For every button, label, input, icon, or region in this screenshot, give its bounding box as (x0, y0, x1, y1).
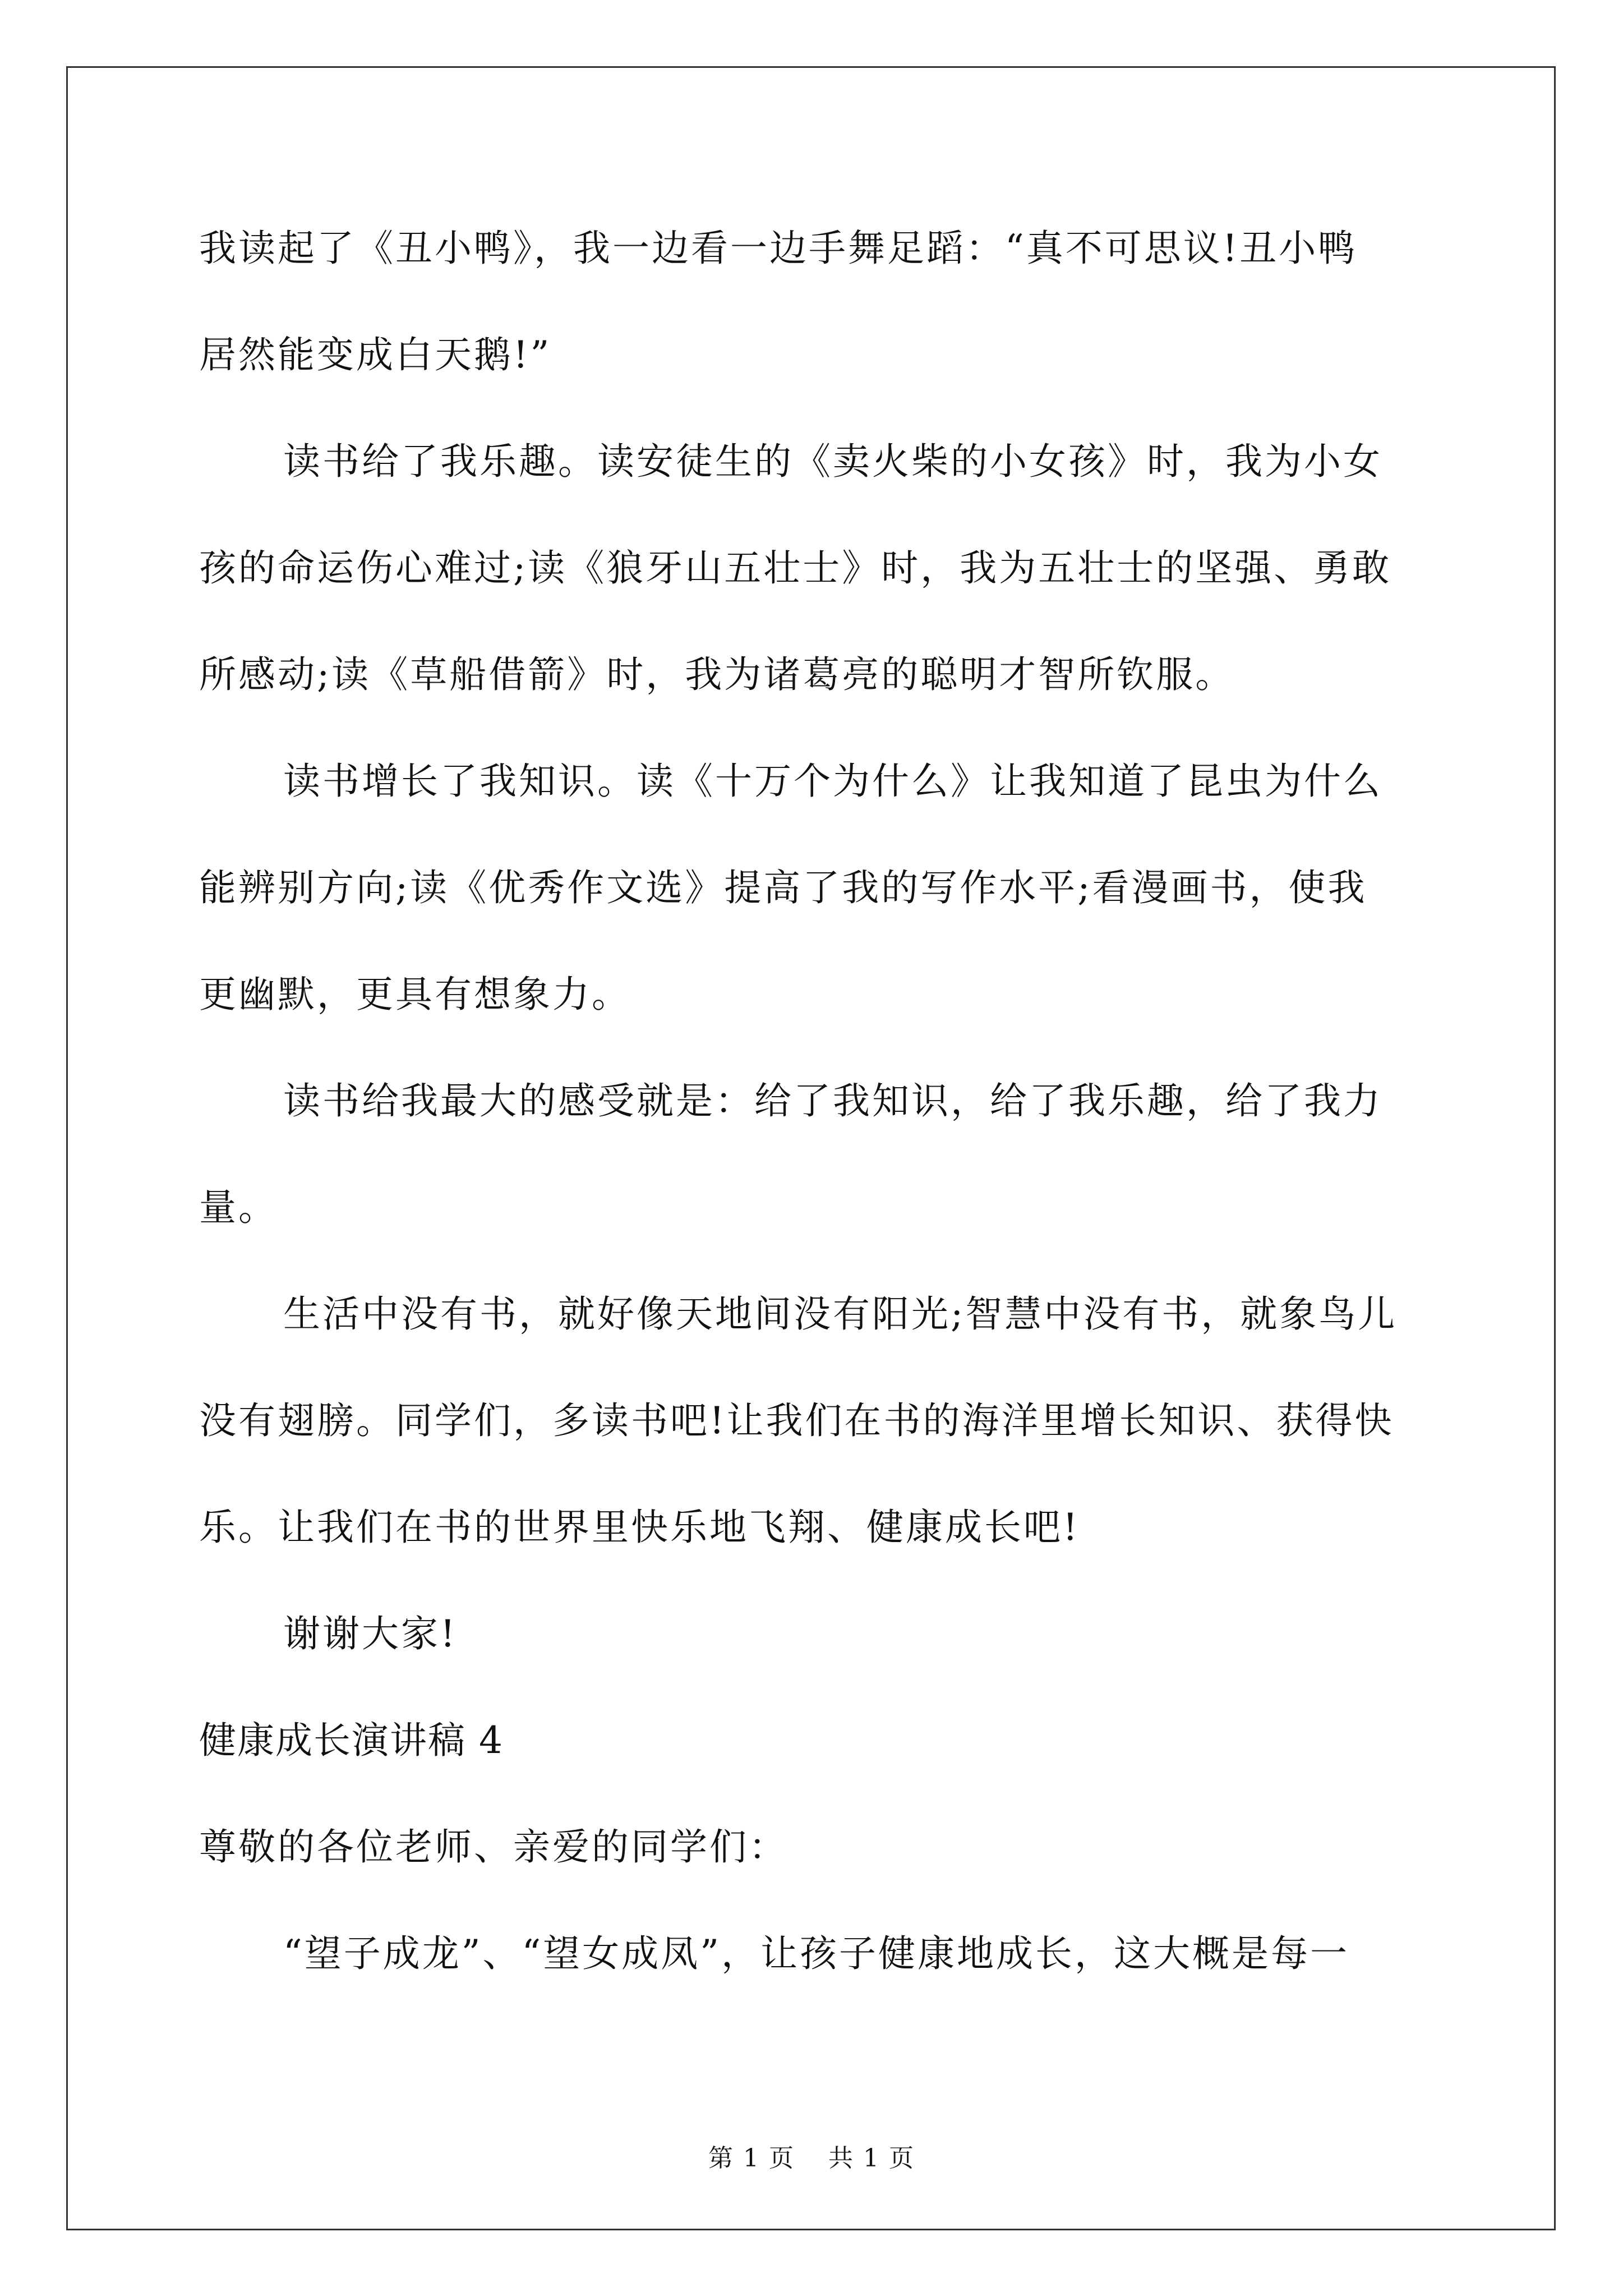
text-line: 更幽默，更具有想象力。 (199, 973, 631, 1016)
paragraph-start-line: 生活中没有书，就好像天地间没有阳光;智慧中没有书，就象鸟儿 (283, 1292, 1398, 1336)
document-body (199, 222, 1433, 2033)
text-line: 没有翅膀。同学们，多读书吧!让我们在书的海洋里增长知识、获得快 (199, 1399, 1394, 1442)
text-line: 所感动;读《草船借箭》时，我为诸葛亮的聪明才智所钦服。 (199, 653, 1235, 696)
paragraph-start-line: 读书给了我乐趣。读安徒生的《卖火柴的小女孩》时，我为小女 (283, 440, 1382, 483)
page-total: 共 1 页 (828, 2144, 915, 2173)
page-number: 第 1 页 (708, 2144, 795, 2173)
paragraph-start-line: 读书增长了我知识。读《十万个为什么》让我知道了昆虫为什么 (283, 760, 1382, 803)
text-line: 我读起了《丑小鸭》，我一边看一边手舞足蹈：“真不可思议!丑小鸭 (199, 227, 1358, 270)
closing-line: 谢谢大家! (283, 1612, 458, 1655)
text-line: 乐。让我们在书的世界里快乐地飞翔、健康成长吧! (199, 1506, 1080, 1549)
section-heading: 健康成长演讲稿 4 (199, 1719, 504, 1762)
page-footer (0, 2142, 1623, 2175)
paragraph-start-line: 读书给我最大的感受就是：给了我知识，给了我乐趣，给了我力 (283, 1079, 1382, 1122)
text-line: 能辨别方向;读《优秀作文选》提高了我的写作水平;看漫画书，使我 (199, 866, 1367, 909)
text-line: 居然能变成白天鹅!” (199, 333, 552, 376)
salutation-line: 尊敬的各位老师、亲爱的同学们： (199, 1825, 788, 1869)
text-line: 孩的命运伤心难过;读《狼牙山五壮士》时，我为五壮士的坚强、勇敢 (199, 546, 1392, 590)
paragraph-start-line: “望子成龙”、“望女成凤”，让孩子健康地成长，这大概是每一 (283, 1932, 1349, 1975)
text-line: 量。 (199, 1186, 278, 1229)
